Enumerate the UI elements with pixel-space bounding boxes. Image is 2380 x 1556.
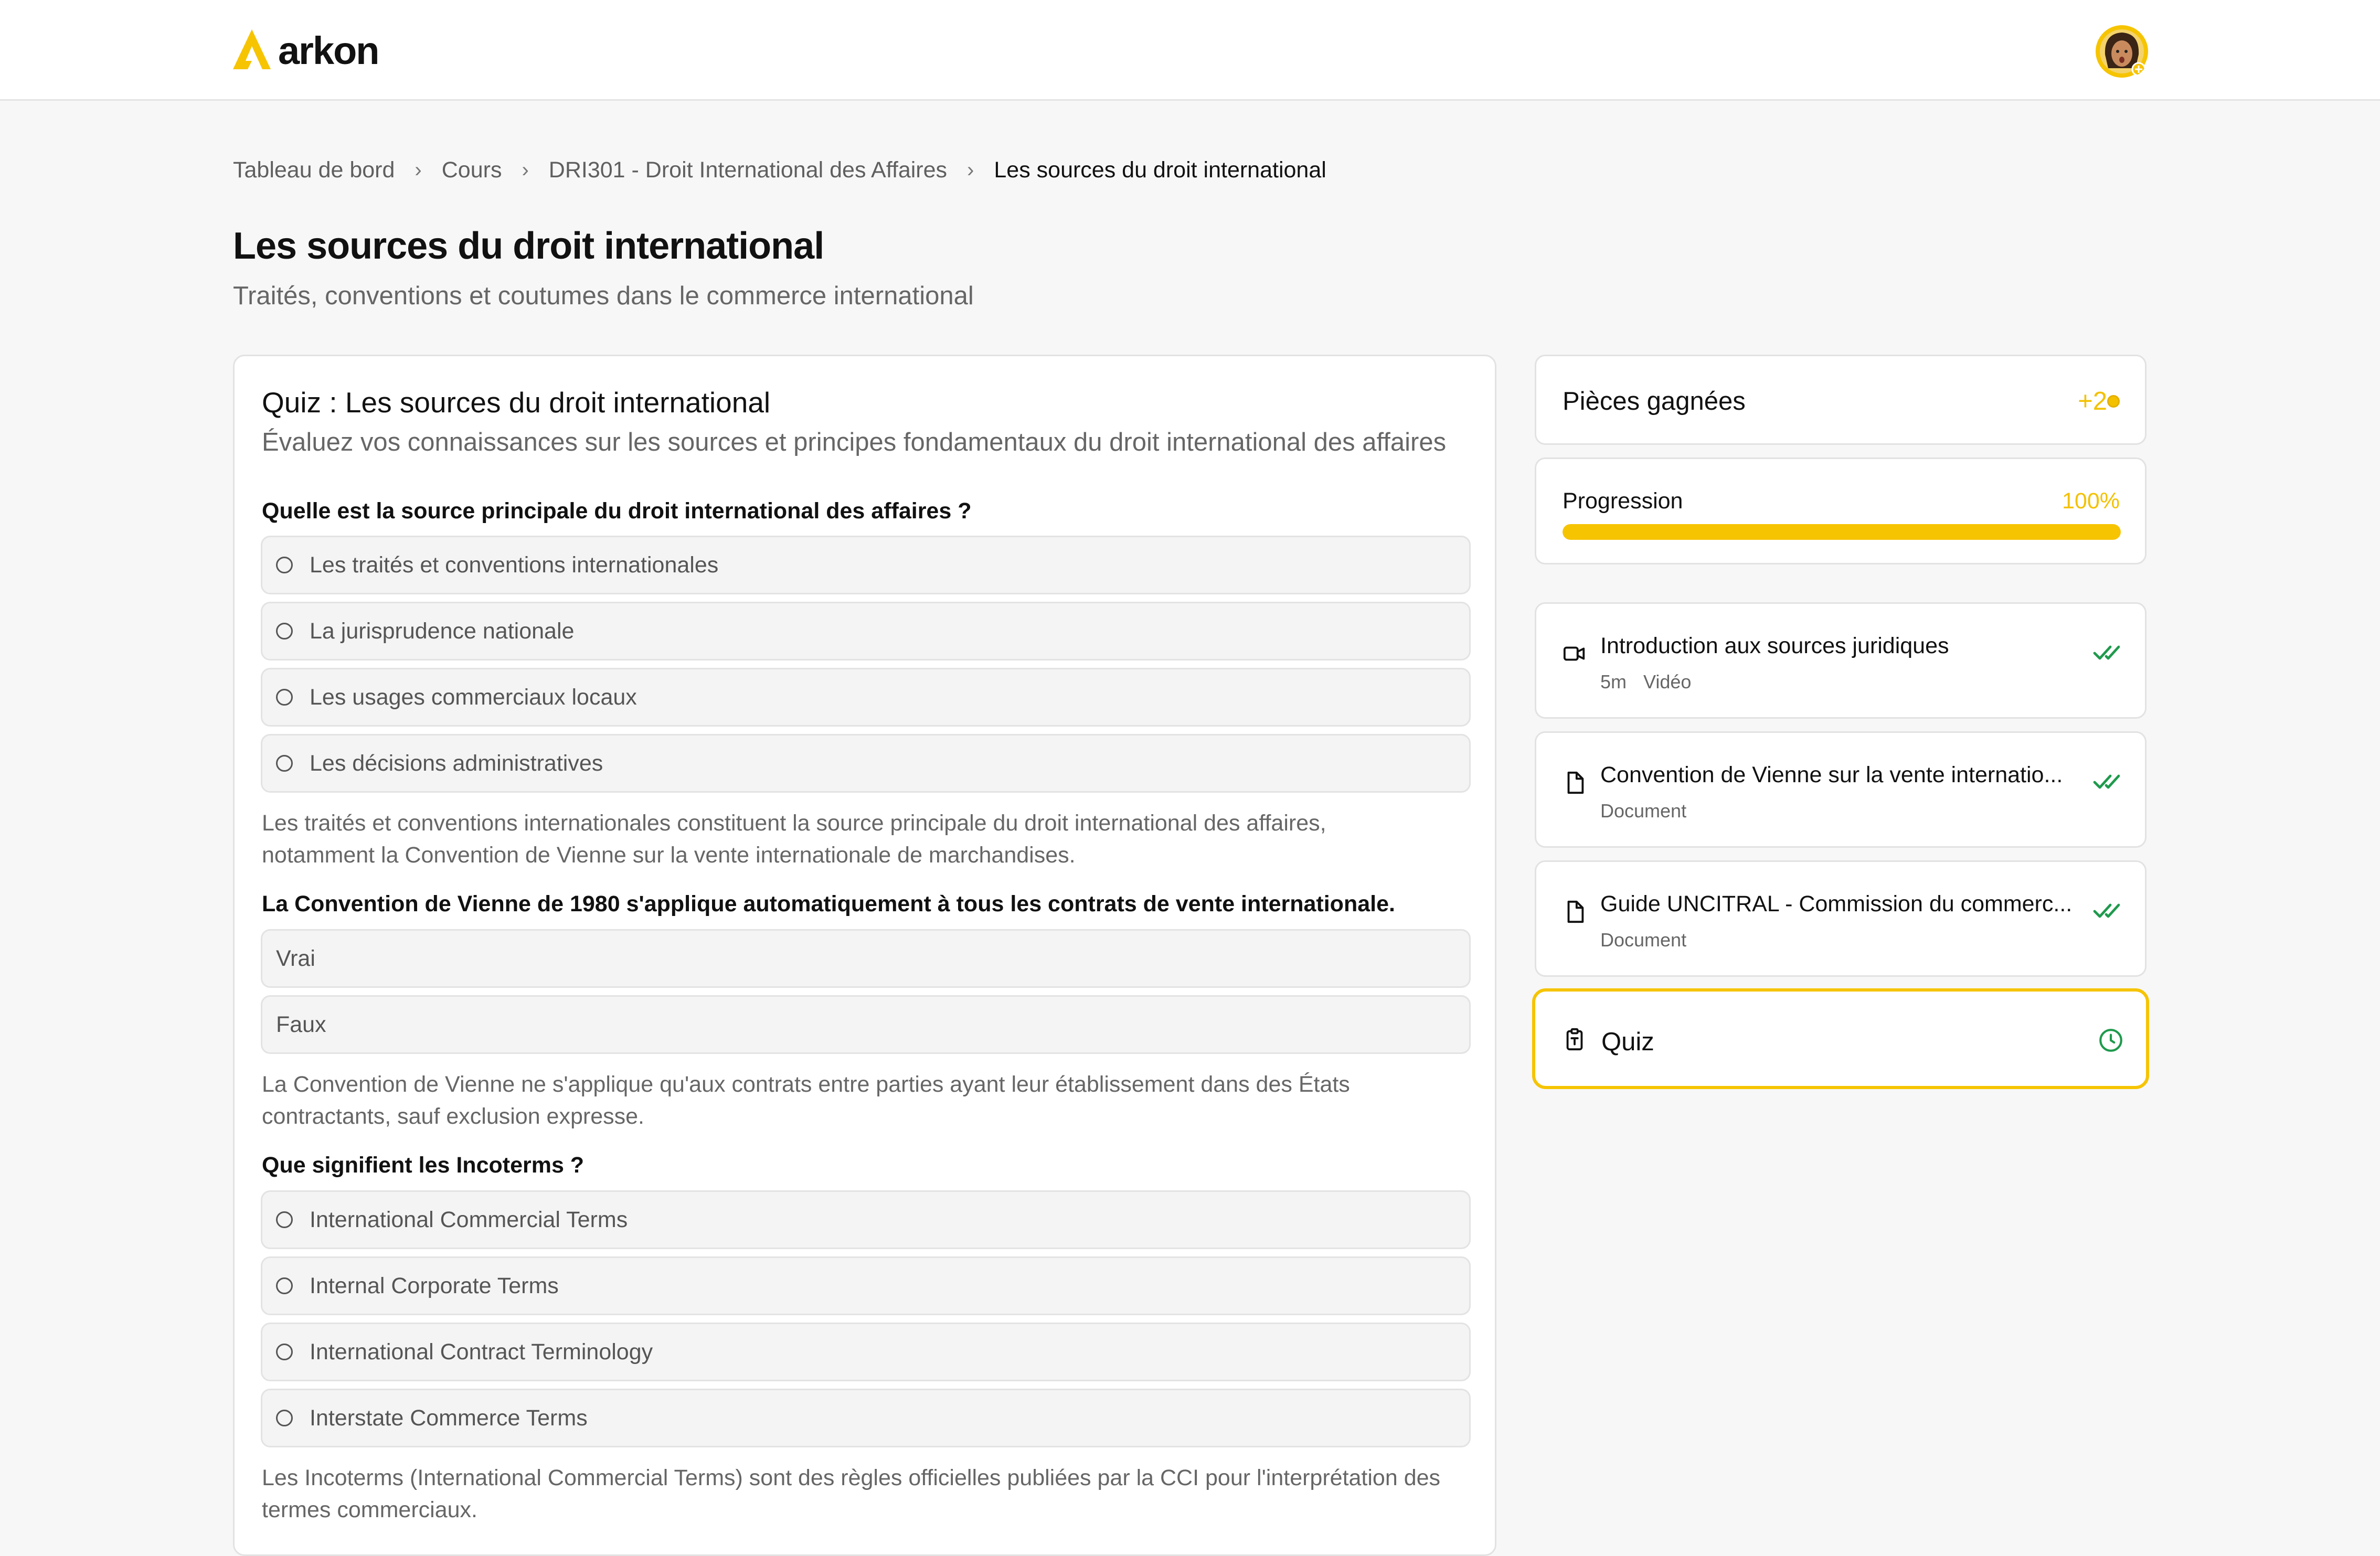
quiz-card — [233, 355, 1496, 1556]
coin-icon — [2107, 395, 2120, 408]
answer-option-label: Les décisions administratives — [310, 750, 603, 776]
lesson-item-guide-uncitral[interactable] — [1535, 860, 2147, 977]
explanation-line: Les traités et conventions internationales constituent la source principale du droit international des affaires, — [262, 811, 1326, 836]
radio-button[interactable] — [276, 755, 293, 772]
progress-card — [1535, 457, 2147, 564]
answer-option-label: Interstate Commerce Terms — [310, 1405, 588, 1431]
quiz-item-label: Quiz — [1601, 1028, 1654, 1056]
double-check-icon — [2092, 641, 2120, 664]
answer-option[interactable] — [261, 1256, 1471, 1315]
answer-option-label: International Commercial Terms — [310, 1207, 628, 1232]
lesson-type: Document — [1600, 929, 1687, 951]
answer-explanation — [262, 1069, 1469, 1133]
user-avatar[interactable] — [2094, 23, 2150, 80]
progress-bar-fill — [1563, 524, 2121, 540]
radio-button[interactable] — [276, 1277, 293, 1294]
lesson-item-convention-vienne[interactable] — [1535, 731, 2147, 848]
lesson-item-quiz[interactable] — [1532, 988, 2149, 1089]
document-icon — [1563, 771, 1587, 795]
answer-option[interactable] — [261, 536, 1471, 594]
quiz-title: Quiz : Les sources du droit international — [262, 386, 771, 419]
breadcrumb-dashboard[interactable]: Tableau de bord — [233, 157, 395, 183]
lesson-title: Guide UNCITRAL - Commission du commerc... — [1600, 891, 2073, 916]
answer-option[interactable] — [261, 1389, 1471, 1447]
lesson-type: Document — [1600, 800, 1687, 822]
answer-option-label: Vrai — [276, 945, 315, 971]
question-3: Que signifient les Incoterms ? — [262, 1153, 585, 1178]
lesson-meta — [1600, 671, 1691, 693]
breadcrumb — [233, 155, 1326, 185]
answer-option[interactable] — [261, 668, 1471, 727]
explanation-line: Les Incoterms (International Commercial Terms) sont des règles officielles publiées par la CCI pour l'interprétation des — [262, 1465, 1441, 1490]
double-check-icon — [2092, 899, 2120, 922]
progress-value: 100% — [2062, 488, 2120, 514]
explanation-line: notamment la Convention de Vienne sur la vente internationale de marchandises. — [262, 843, 1076, 868]
lesson-meta — [1600, 800, 1686, 822]
chevron-right-icon: › — [522, 158, 529, 182]
page-title: Les sources du droit international — [233, 225, 824, 267]
logo-text: arkon — [278, 28, 379, 72]
lesson-duration: 5m — [1600, 671, 1627, 692]
radio-button[interactable] — [276, 1410, 293, 1426]
lesson-type: Vidéo — [1643, 671, 1692, 692]
answer-explanation — [262, 1462, 1469, 1526]
explanation-line: contractants, sauf exclusion expresse. — [262, 1104, 644, 1129]
clipboard-icon — [1563, 1027, 1587, 1051]
video-icon — [1563, 642, 1587, 666]
document-icon — [1563, 900, 1587, 924]
radio-button[interactable] — [276, 1344, 293, 1360]
answer-option-label: Les usages commerciaux locaux — [310, 684, 637, 710]
progress-bar — [1563, 524, 2121, 540]
radio-button[interactable] — [276, 623, 293, 640]
answer-option-label: Internal Corporate Terms — [310, 1273, 559, 1298]
answer-option-true[interactable] — [261, 929, 1471, 988]
radio-button[interactable] — [276, 1211, 293, 1228]
clock-icon — [2098, 1027, 2124, 1053]
chevron-right-icon: › — [415, 158, 422, 182]
question-1: Quelle est la source principale du droit international des affaires ? — [262, 498, 972, 524]
chevron-right-icon: › — [967, 158, 974, 182]
answer-option-false[interactable] — [261, 995, 1471, 1054]
answer-option-label: Les traités et conventions internationales — [310, 552, 719, 578]
double-check-icon — [2092, 770, 2120, 793]
logo[interactable] — [231, 25, 379, 76]
answer-option-label: International Contract Terminology — [310, 1339, 653, 1365]
coins-label: Pièces gagnées — [1563, 387, 1746, 415]
lesson-meta — [1600, 929, 1686, 951]
radio-button[interactable] — [276, 689, 293, 706]
logo-mark-icon — [231, 27, 273, 73]
quiz-description: Évaluez vos connaissances sur les sources et principes fondamentaux du droit international des affaires — [262, 428, 1447, 456]
coins-value: +2 — [2078, 387, 2107, 415]
answer-option[interactable] — [261, 1190, 1471, 1249]
answer-option-label: Faux — [276, 1011, 326, 1037]
radio-button[interactable] — [276, 557, 293, 573]
top-bar — [0, 0, 2380, 101]
progress-label: Progression — [1563, 488, 1683, 514]
coins-card — [1535, 355, 2147, 445]
page-subtitle: Traités, conventions et coutumes dans le commerce international — [233, 282, 974, 310]
explanation-line: La Convention de Vienne ne s'applique qu'aux contrats entre parties ayant leur établissement dans des États — [262, 1072, 1350, 1097]
lesson-title: Convention de Vienne sur la vente internatio... — [1600, 762, 2063, 787]
lesson-item-introduction[interactable] — [1535, 602, 2147, 719]
question-2: La Convention de Vienne de 1980 s'applique automatiquement à tous les contrats de vente internationale. — [262, 891, 1395, 916]
answer-option[interactable] — [261, 1323, 1471, 1381]
answer-option[interactable] — [261, 602, 1471, 660]
breadcrumb-current: Les sources du droit international — [994, 157, 1326, 183]
answer-explanation — [262, 807, 1469, 871]
lesson-title: Introduction aux sources juridiques — [1600, 633, 1949, 658]
breadcrumb-course[interactable]: DRI301 - Droit International des Affaires — [548, 157, 948, 183]
explanation-line: termes commerciaux. — [262, 1497, 477, 1522]
answer-option[interactable] — [261, 734, 1471, 793]
breadcrumb-courses[interactable]: Cours — [441, 157, 502, 183]
answer-option-label: La jurisprudence nationale — [310, 618, 575, 644]
